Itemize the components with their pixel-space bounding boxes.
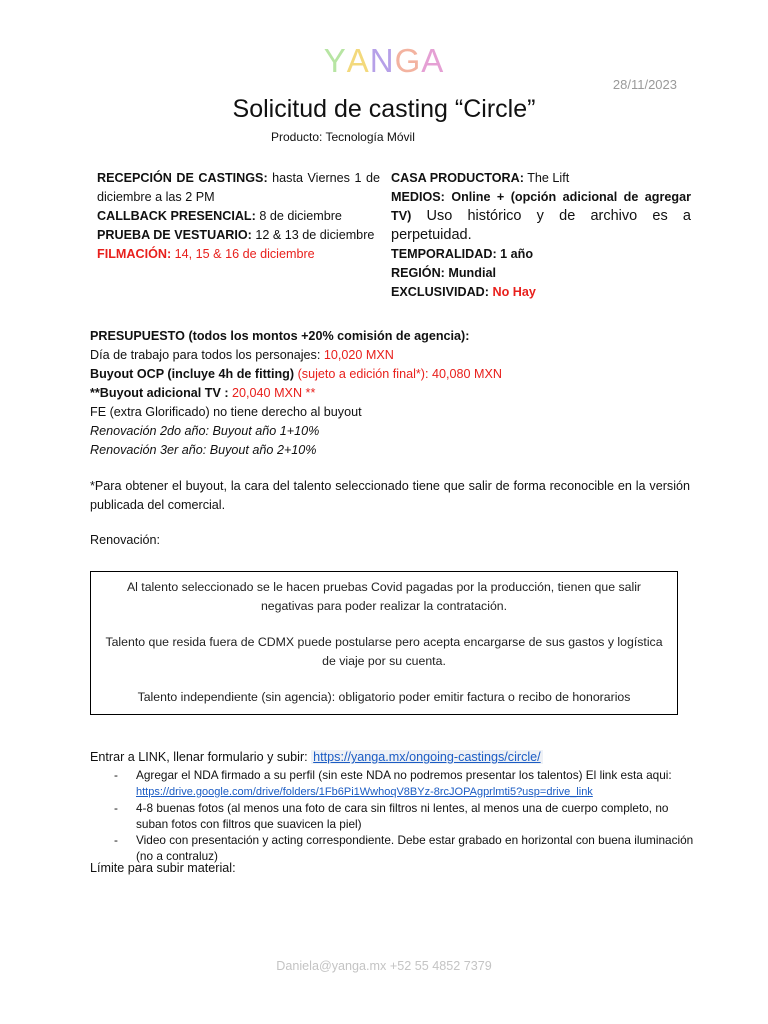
producer-label: CASA PRODUCTORA: <box>391 171 524 185</box>
callback-value: 8 de diciembre <box>255 209 342 223</box>
workday-text: Día de trabajo para todos los personajes: <box>90 348 324 362</box>
callback-label: CALLBACK PRESENCIAL: <box>97 209 256 223</box>
media-value: Uso histórico y de archivo es a perpetuidad. <box>391 208 691 243</box>
renovation-label: Renovación: <box>90 533 161 547</box>
callback-line <box>97 207 380 226</box>
bullet-dash: - <box>114 801 118 815</box>
submission-text: Entrar a LINK, llenar formulario y subir: <box>90 750 312 764</box>
buyout-line <box>90 365 690 384</box>
document-date: 28/11/2023 <box>612 77 677 92</box>
shoot-value: 14, 15 & 16 de diciembre <box>171 247 315 261</box>
list-item <box>114 767 694 800</box>
logo-letter: A <box>346 42 370 79</box>
wardrobe-label: PRUEBA DE VESTUARIO: <box>97 228 252 242</box>
exclusivity-value: No Hay <box>488 285 536 299</box>
page-title: Solicitud de casting “Circle” <box>232 95 536 123</box>
footer-contact: Daniela@yanga.mx +52 55 4852 7379 <box>276 959 492 973</box>
list-item <box>114 832 694 864</box>
reception-label: RECEPCIÓN DE CASTINGS: <box>97 171 268 185</box>
list-item <box>114 800 694 832</box>
bullet-dash: - <box>114 833 118 847</box>
exclusivity-label: EXCLUSIVIDAD: <box>391 285 489 299</box>
conditions-box <box>90 571 678 715</box>
media-label: MEDIOS: Online + (opción adicional de agregar TV) <box>391 190 691 223</box>
nda-link[interactable]: https://drive.google.com/drive/folders/1Fb6Pi1WwhoqV8BYz-8rcJOPAgprlmti5?usp=drive_link <box>136 786 593 798</box>
product-line: Producto: Tecnología Móvil <box>271 130 415 144</box>
tv-buyout-value: 20,040 MXN ** <box>228 386 316 400</box>
renewal-year2: Renovación 2do año: Buyout año 1+10% <box>90 424 320 438</box>
bullet-dash: - <box>114 768 118 782</box>
reception-value: hasta Viernes 1 de diciembre a las 2 PM <box>97 171 380 204</box>
exclusivity-line <box>391 283 691 302</box>
covid-condition: Al talento seleccionado se le hacen pruebas Covid pagadas por la producción, tienen que salir negativas para poder realizar la contratación. <box>126 580 642 613</box>
term-line: TEMPORALIDAD: 1 año <box>391 247 534 261</box>
tv-buyout-label: **Buyout adicional TV : <box>90 386 229 400</box>
wardrobe-value: 12 & 13 de diciembre <box>251 228 375 242</box>
logo-letter: N <box>369 42 395 79</box>
invoice-condition: Talento independiente (sin agencia): obligatorio poder emitir factura o recibo de honorarios <box>137 690 631 704</box>
logo-letter: A <box>421 42 445 79</box>
video-text: Video con presentación y acting correspondiente. Debe estar grabado en horizontal con buena iluminación (no a contraluz) <box>136 833 694 863</box>
logo-letter: G <box>394 42 422 79</box>
budget-heading: PRESUPUESTO (todos los montos +20% comisión de agencia): <box>90 329 470 343</box>
submission-line <box>90 750 543 764</box>
nda-text: Agregar el NDA firmado a su perfil (sin este NDA no podremos presentar los talentos) El link esta aqui: <box>136 768 672 782</box>
schedule-column <box>97 169 380 264</box>
buyout-value: (sujeto a edición final*): 40,080 MXN <box>294 367 502 381</box>
fe-line: FE (extra Glorificado) no tiene derecho al buyout <box>90 405 362 419</box>
casting-link[interactable]: https://yanga.mx/ongoing-castings/circle/ <box>313 750 541 764</box>
media-line <box>391 188 691 245</box>
workday-amount: 10,020 MXN <box>323 348 394 362</box>
yanga-logo <box>0 42 768 80</box>
production-column <box>391 169 691 302</box>
logo-letter: Y <box>323 42 347 79</box>
shoot-label: FILMACIÓN: <box>97 247 172 261</box>
upload-limit-label: Límite para subir material: <box>90 861 236 875</box>
tv-buyout-line <box>90 384 690 403</box>
budget-section <box>90 327 690 460</box>
producer-line <box>391 169 691 188</box>
travel-condition: Talento que resida fuera de CDMX puede postularse pero acepta encargarse de sus gastos y logística de viaje por su cuenta. <box>105 635 663 668</box>
requirements-list <box>114 767 694 864</box>
photos-text: 4-8 buenas fotos (al menos una foto de cara sin filtros ni lentes, al menos una de cuerpo completo, no suban fotos con filtros que suavicen la piel) <box>136 801 669 831</box>
buyout-note: *Para obtener el buyout, la cara del talento seleccionado tiene que salir de forma reconocible en la versión publicada del comercial. <box>90 479 690 512</box>
producer-value: The Lift <box>523 171 570 185</box>
region-line: REGIÓN: Mundial <box>391 266 496 280</box>
shoot-line <box>97 245 380 264</box>
buyout-label: Buyout OCP (incluye 4h de fitting) <box>90 367 295 381</box>
renewal-year3: Renovación 3er año: Buyout año 2+10% <box>90 443 317 457</box>
reception-line <box>97 169 380 207</box>
workday-line <box>90 346 690 365</box>
wardrobe-line <box>97 226 380 245</box>
